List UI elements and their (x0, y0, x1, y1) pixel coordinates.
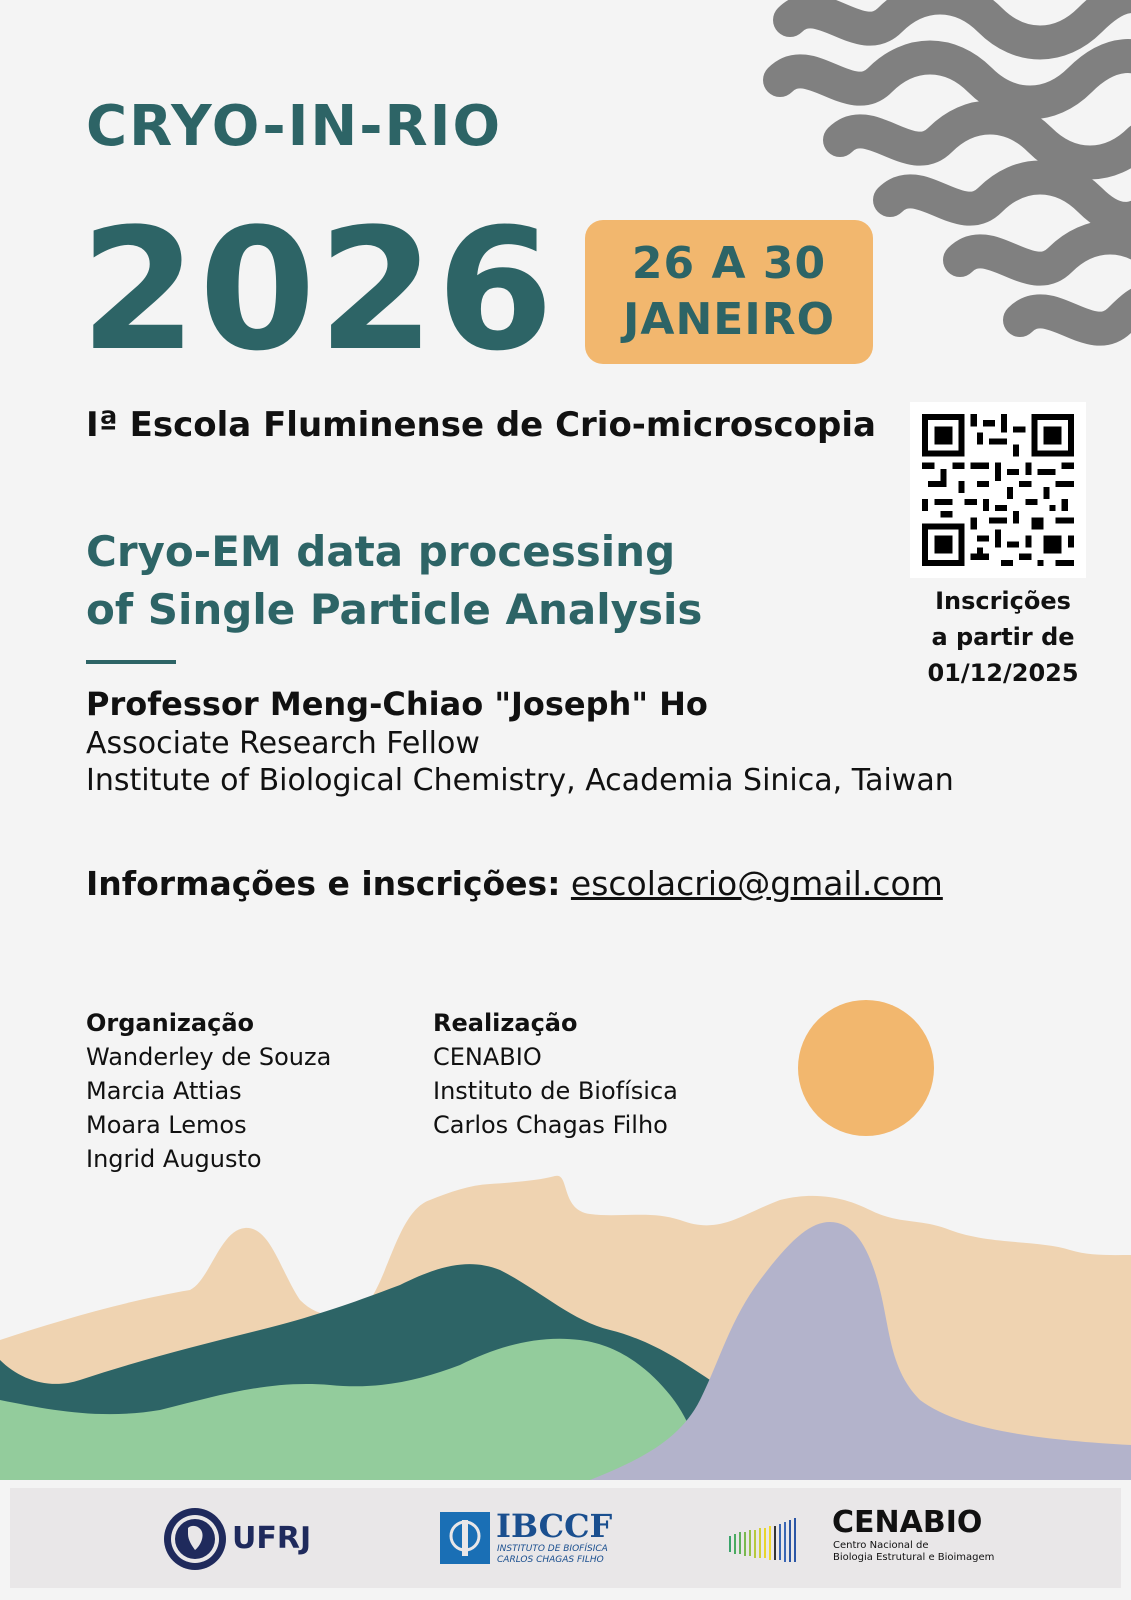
speaker-institution: Institute of Biological Chemistry, Academia Sinica, Taiwan (86, 763, 954, 798)
course-title-line1: Cryo-EM data processing (86, 527, 676, 576)
cenabio-wordmark: CENABIO (832, 1505, 983, 1540)
course-title-line2: of Single Particle Analysis (86, 585, 703, 634)
realizer: CENABIO (433, 1043, 542, 1071)
ufrj-wordmark: UFRJ (232, 1521, 312, 1556)
divider (86, 660, 176, 664)
date-month: JANEIRO (623, 294, 835, 345)
course-title (86, 523, 702, 639)
date-range: 26 A 30 (631, 238, 827, 289)
cenabio-subtitle-2: Biologia Estrutural e Bioimagem (833, 1552, 995, 1563)
ufrj-emblem-icon (162, 1506, 228, 1572)
realizer: Instituto de Biofísica (433, 1077, 678, 1105)
registration-date: 01/12/2025 (927, 659, 1079, 687)
ibccf-subtitle-1: INSTITUTO DE BIOFÍSICA (497, 1544, 608, 1554)
speaker-position: Associate Research Fellow (86, 726, 480, 761)
ibccf-wordmark: IBCCF (496, 1507, 613, 1545)
qr-code-icon[interactable] (910, 402, 1086, 578)
speaker-affiliation (86, 725, 954, 799)
qr-code-graphic (910, 402, 1086, 578)
organization-heading: Organização (86, 1009, 254, 1037)
ufrj-logo (162, 1506, 322, 1572)
registration-line2: a partir de (931, 623, 1075, 651)
ibccf-logo (440, 1508, 630, 1570)
ibccf-subtitle-2: CARLOS CHAGAS FILHO (497, 1555, 604, 1565)
organizer: Moara Lemos (86, 1111, 247, 1139)
contact-email-link[interactable]: escolacrio@gmail.com (570, 864, 943, 903)
date-badge (585, 220, 873, 364)
school-title: Iª Escola Fluminense de Crio-microscopia (86, 405, 876, 445)
organizer: Marcia Attias (86, 1077, 242, 1105)
sponsor-footer (10, 1488, 1121, 1588)
contact-label: Informações e inscrições: (86, 864, 561, 903)
sun-shape (798, 1000, 934, 1136)
registration-note (915, 583, 1091, 691)
cenabio-logo (728, 1506, 998, 1572)
registration-line1: Inscrições (935, 587, 1071, 615)
event-name: CRYO-IN-RIO (86, 94, 503, 159)
realization-heading: Realização (433, 1009, 578, 1037)
speaker-name: Professor Meng-Chiao "Joseph" Ho (86, 685, 708, 723)
realization-block (433, 1006, 678, 1142)
cenabio-bars-icon (728, 1518, 818, 1562)
realizer: Carlos Chagas Filho (433, 1111, 668, 1139)
organizer: Wanderley de Souza (86, 1043, 332, 1071)
organizer: Ingrid Augusto (86, 1145, 262, 1173)
ibccf-emblem-icon (440, 1512, 490, 1564)
event-year: 2026 (80, 192, 556, 388)
cenabio-subtitle-1: Centro Nacional de (833, 1540, 929, 1551)
organization-block (86, 1006, 331, 1176)
contact-line (86, 862, 943, 906)
